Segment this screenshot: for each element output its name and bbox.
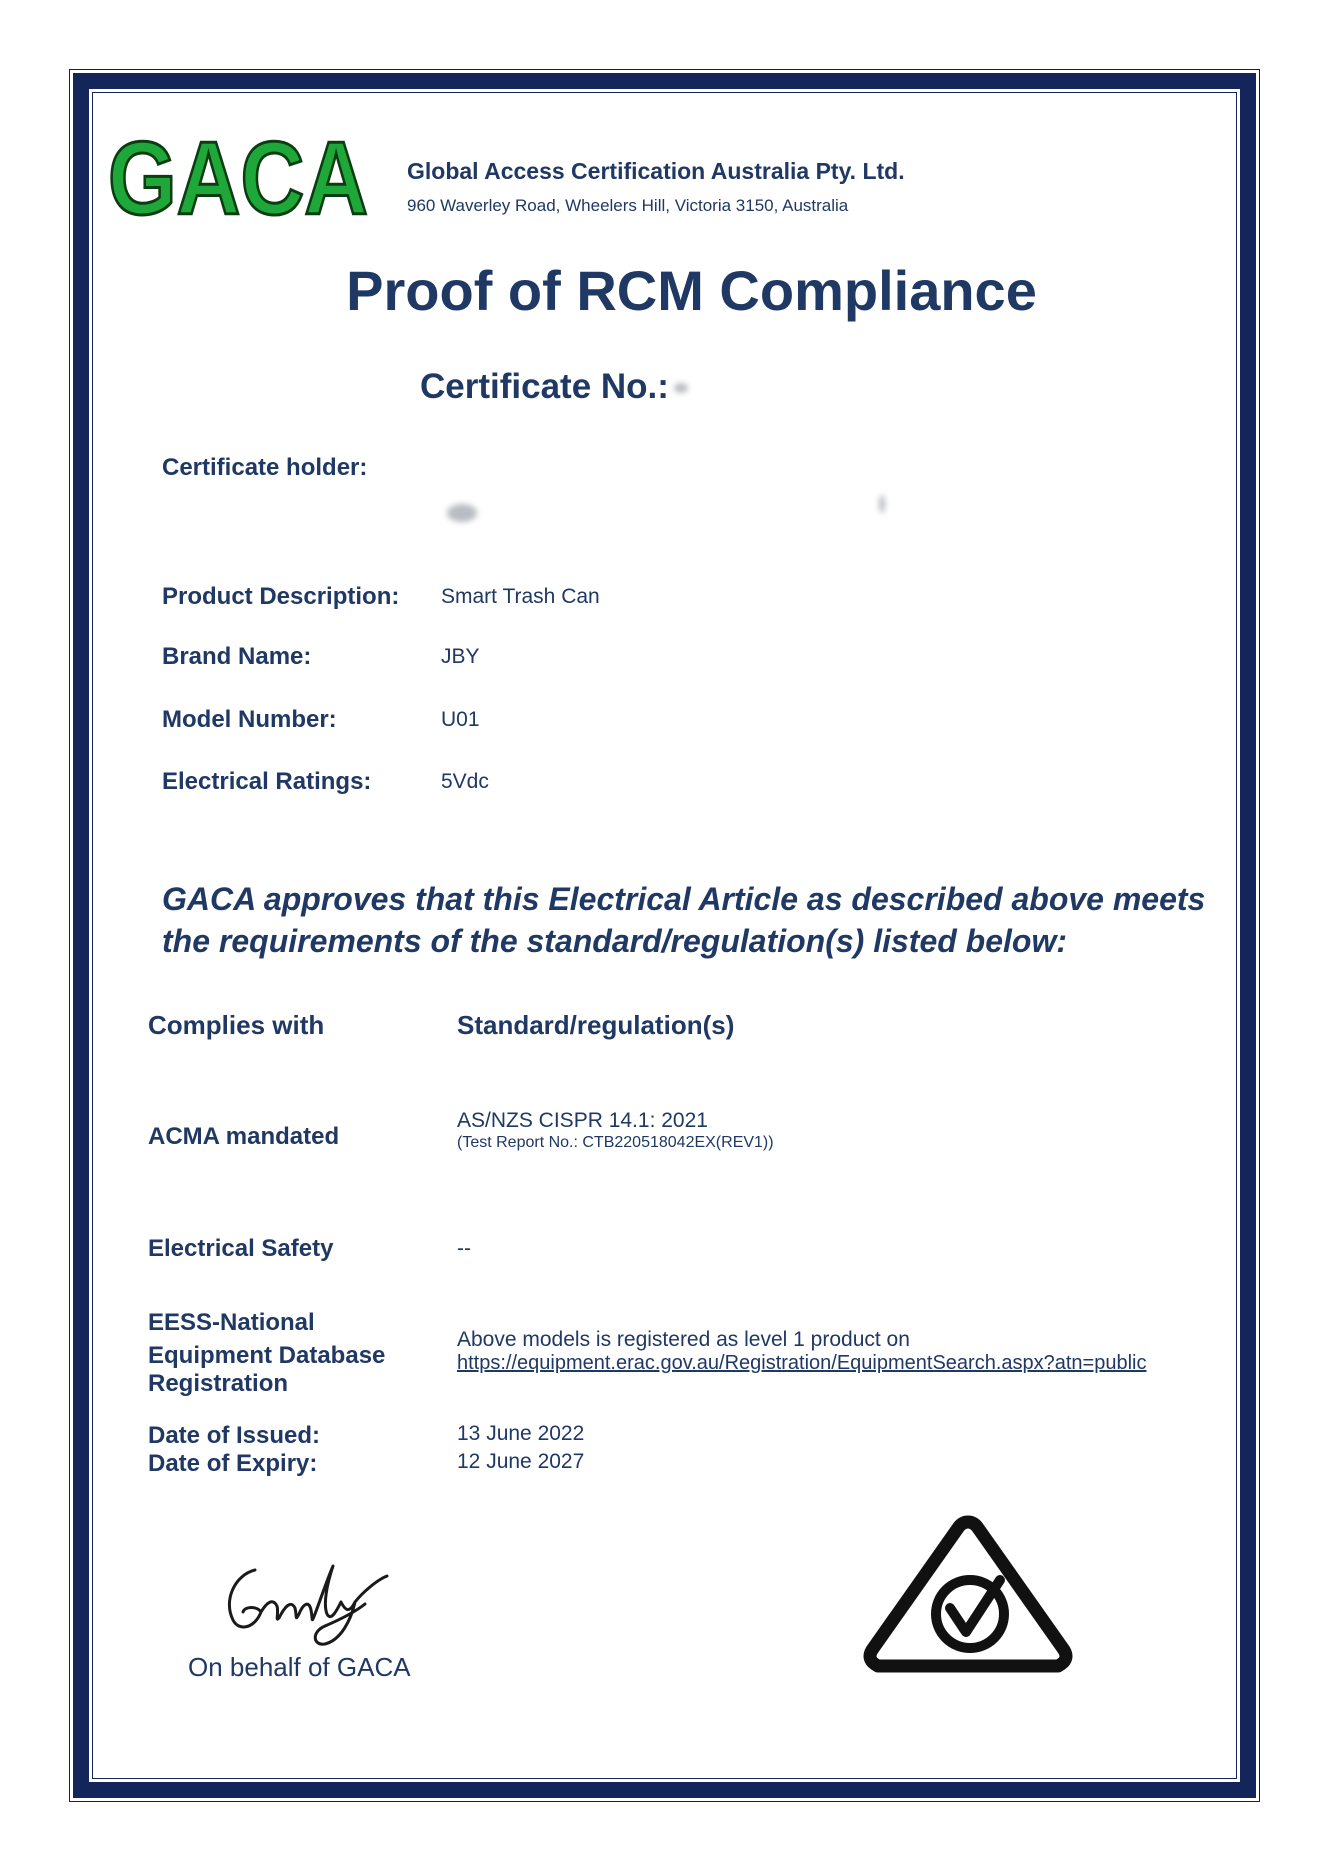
redacted-holder-name [447, 504, 477, 522]
certificate-number-label: Certificate No.: [420, 367, 669, 406]
date-expiry-value: 12 June 2027 [457, 1450, 585, 1473]
acma-label: ACMA mandated [148, 1123, 340, 1150]
electrical-ratings-value: 5Vdc [441, 770, 489, 793]
brand-name-value: JBY [441, 645, 480, 668]
complies-with-header: Complies with [148, 1010, 325, 1040]
signature-image [215, 1540, 395, 1650]
eess-registration-text: Above models is registered as level 1 product on [457, 1328, 910, 1351]
equipment-search-link[interactable]: https://equipment.erac.gov.au/Registration/EquipmentSearch.aspx?atn=public [457, 1352, 1147, 1374]
approval-statement: GACA approves that this Electrical Article as described above meets the requirements of the standard/regulation(s) listed below: [162, 881, 1206, 959]
eess-label-line-2: Equipment Database [148, 1342, 386, 1369]
company-address: 960 Waverley Road, Wheelers Hill, Victoria 3150, Australia [407, 196, 849, 215]
page-title: Proof of RCM Compliance [346, 259, 1037, 322]
svg-text:GACA: GACA [108, 121, 368, 237]
date-issued-value: 13 June 2022 [457, 1422, 585, 1445]
eess-label-line-3: Registration [148, 1370, 289, 1397]
model-number-value: U01 [441, 708, 480, 731]
gaca-logo [104, 121, 372, 237]
rcm-compliance-mark-icon [858, 1510, 1078, 1678]
company-name: Global Access Certification Australia Pty. Ltd. [407, 158, 905, 184]
acma-test-report: (Test Report No.: CTB220518042EX(REV1)) [457, 1134, 774, 1151]
signature-caption: On behalf of GACA [188, 1652, 411, 1682]
product-description-value: Smart Trash Can [441, 585, 600, 608]
eess-label-line-1: EESS-National [148, 1309, 315, 1336]
certificate-holder-label: Certificate holder: [162, 454, 368, 481]
redacted-holder-mark [879, 495, 885, 513]
date-issued-label: Date of Issued: [148, 1422, 321, 1449]
redacted-certificate-number [674, 383, 688, 393]
product-description-label: Product Description: [162, 583, 400, 610]
model-number-label: Model Number: [162, 706, 337, 733]
standards-header: Standard/regulation(s) [457, 1010, 735, 1040]
electrical-ratings-label: Electrical Ratings: [162, 768, 372, 795]
acma-standard: AS/NZS CISPR 14.1: 2021 [457, 1109, 708, 1132]
brand-name-label: Brand Name: [162, 643, 312, 670]
electrical-safety-label: Electrical Safety [148, 1235, 334, 1262]
date-expiry-label: Date of Expiry: [148, 1450, 318, 1477]
electrical-safety-value: -- [457, 1237, 471, 1260]
